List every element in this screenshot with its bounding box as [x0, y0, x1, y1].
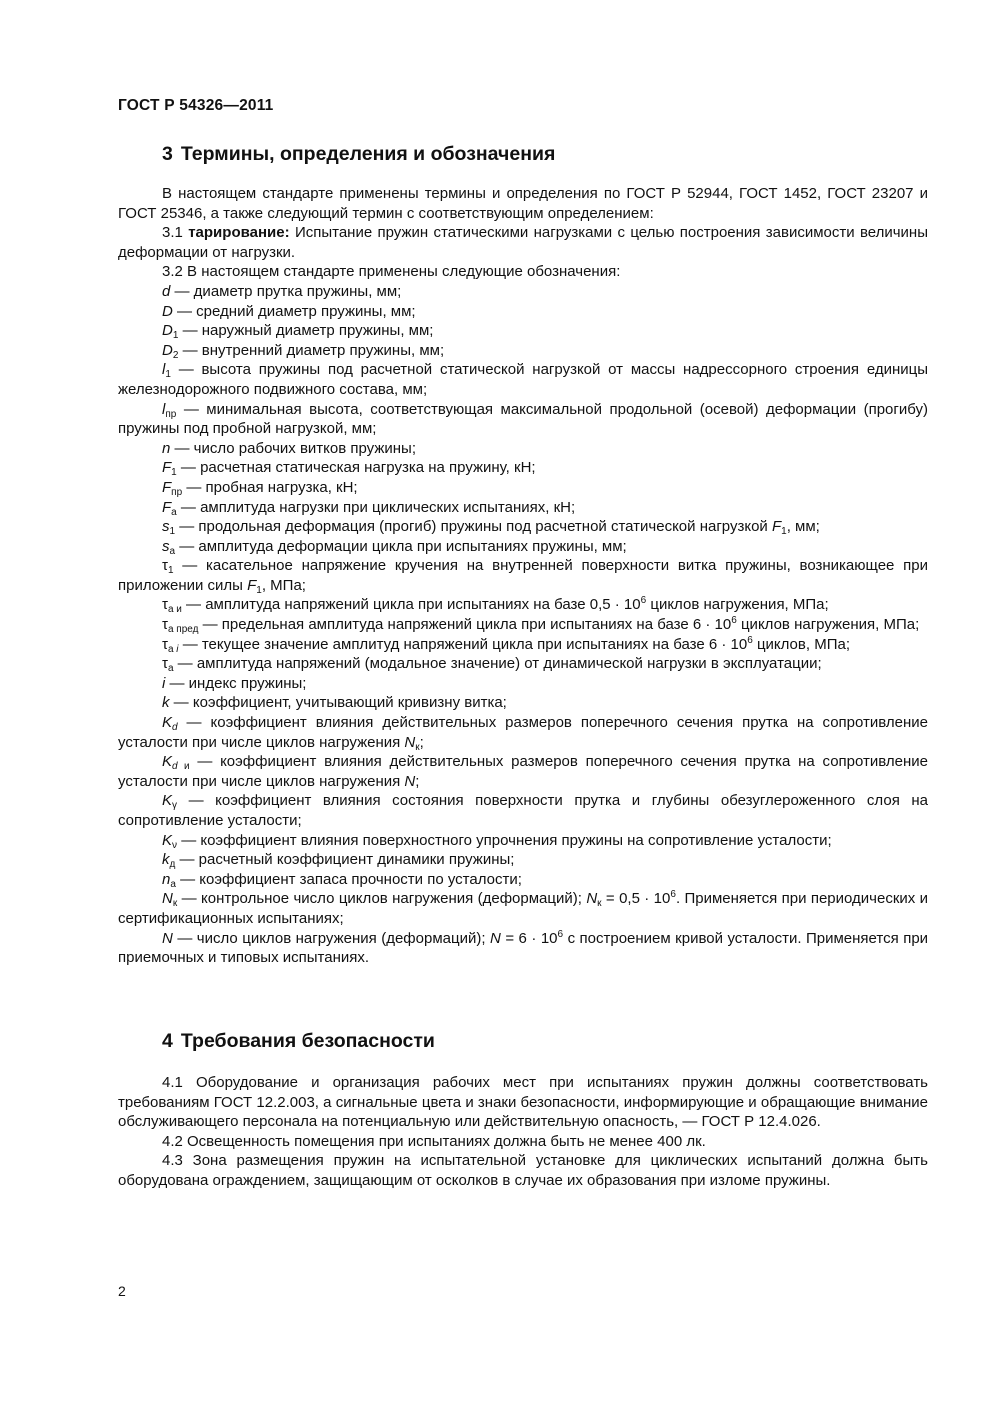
symbol-subscript: д	[169, 859, 176, 871]
symbol-entry	[118, 498, 928, 518]
exponent: 6	[557, 928, 564, 940]
symbol-entry	[118, 615, 928, 635]
symbol-definition: — амплитуда деформации цикла при испытаниях пружины, мм;	[179, 537, 627, 555]
formula: = 6 · 10	[505, 929, 558, 947]
symbol-definition: — минимальная высота, соответствующая максимальной продольной (осевой) деформации (прогибу) пружины под пробной нагрузкой, мм;	[118, 400, 928, 438]
symbol-entry	[118, 360, 928, 399]
symbol-entry	[118, 321, 928, 341]
symbol-definition: — контрольное число циклов нагружения (деформаций);	[181, 890, 582, 908]
symbol-subscript: d	[172, 722, 178, 734]
symbol-entry	[118, 458, 928, 478]
symbol-definition: — касательное напряжение кручения на внутренней поверхности витка пружины, возникающее при приложении силы	[118, 557, 928, 594]
symbol-subscript-2: и	[183, 761, 190, 773]
symbol: l	[162, 400, 166, 418]
symbol: N	[162, 890, 173, 908]
symbol-definition: — коэффициент влияния действительных размеров поперечного сечения прутка на сопротивление усталости при числе циклов нагружения	[118, 753, 928, 790]
symbol-subscript	[168, 644, 179, 655]
symbol-subscript: пр	[165, 408, 177, 420]
symbol-definition: — расчетная статическая нагрузка на пружину, кН;	[180, 459, 536, 477]
symbol-definition: — средний диаметр пружины, мм;	[177, 302, 416, 320]
symbol: K	[162, 831, 173, 849]
symbol: l	[162, 361, 166, 379]
symbol-entry	[118, 517, 928, 537]
symbol-subscript: 1	[172, 330, 179, 342]
symbol: N	[162, 929, 173, 947]
symbol-entry	[118, 654, 928, 674]
symbol-subscript: а	[169, 545, 176, 557]
inline-symbol: N	[489, 929, 501, 947]
exponent: 6	[640, 595, 647, 607]
symbol-subscript: к	[172, 898, 178, 910]
exponent: 6	[747, 634, 753, 646]
symbol-definition-tail: ;	[419, 733, 424, 751]
clause-4-2: 4.2 Освещенность помещения при испытаниях должна быть не менее 400 лк.	[162, 1132, 706, 1150]
symbol-subscript: а	[170, 878, 176, 890]
subscript-index: i	[176, 643, 179, 655]
symbol: D	[162, 341, 173, 359]
section-4-title: Требования безопасности	[180, 1030, 435, 1052]
symbol-definition: — наружный диаметр пружины, мм;	[182, 322, 434, 340]
symbol-entry	[118, 791, 928, 830]
inline-symbol: N	[404, 733, 416, 751]
symbol: s	[162, 537, 170, 555]
symbol-entry	[118, 929, 928, 968]
symbol-definition-tail: с построением кривой усталости. Применяется при приемочных и типовых испытаниях.	[118, 929, 929, 967]
symbol-definition: — индекс пружины;	[169, 674, 307, 692]
symbol-entry	[118, 870, 928, 890]
symbol: τ	[162, 616, 168, 634]
clause-4-3: 4.3 Зона размещения пружин на испытательной установке для циклических испытаний должна быть оборудована ограждением, защищающим от осколков в случае их образования при изломе пружины.	[118, 1152, 928, 1189]
symbol-subscript: d	[172, 761, 178, 773]
symbol-entry	[118, 889, 928, 928]
symbol-entry	[118, 850, 928, 870]
symbol-subscript: γ	[172, 800, 178, 812]
subscript-text: а	[167, 643, 174, 655]
inline-symbol-subscript: к	[415, 741, 420, 753]
symbol: d	[162, 282, 171, 300]
symbol-subscript: 1	[165, 369, 171, 381]
symbol: K	[162, 714, 173, 732]
symbol-entry	[118, 831, 928, 851]
inline-symbol: N	[404, 772, 416, 790]
symbol-entry	[118, 713, 928, 752]
symbol-subscript: 1	[171, 467, 177, 479]
symbol-entry	[118, 556, 928, 595]
symbol-entry	[118, 400, 928, 439]
symbol-definition: — коэффициент, учитывающий кривизну витка;	[173, 694, 507, 712]
inline-symbol: N	[586, 890, 598, 908]
inline-symbol-subscript: 1	[781, 526, 787, 538]
clause-3-1-number: 3.1	[162, 224, 183, 242]
clause-3-1-definition: Испытание пружин статическими нагрузками с целью построения зависимости величины деформации от нагрузки.	[118, 224, 928, 261]
inline-symbol-subscript: 1	[256, 584, 262, 596]
symbol-entry	[118, 537, 928, 557]
symbol: τ	[162, 635, 168, 653]
clause-3-1	[118, 223, 928, 262]
symbol: i	[162, 674, 166, 692]
document-header: ГОСТ Р 54326—2011	[118, 97, 274, 114]
symbol-entry	[118, 439, 928, 459]
symbol-subscript: 1	[169, 526, 176, 538]
section-3-body	[118, 184, 928, 968]
section-4-number: 4	[162, 1030, 173, 1052]
symbol-definition: — число циклов нагружения (деформаций);	[177, 929, 486, 947]
symbol: k	[162, 694, 170, 712]
symbol-definition: — амплитуда напряжений (модальное значение) от динамической нагрузки в эксплуатации;	[177, 655, 822, 673]
symbol-definition: — расчетный коэффициент динамики пружины;	[179, 851, 515, 869]
formula: = 0,5 · 10	[605, 890, 671, 908]
section-4-body	[118, 1073, 928, 1191]
inline-symbol: F	[771, 518, 782, 536]
symbol-definition: — число рабочих витков пружины;	[174, 439, 416, 457]
symbol-entry	[118, 302, 928, 322]
symbol-entry	[118, 478, 928, 498]
symbol-definition-tail: циклов нагружения, МПа;	[740, 616, 920, 634]
symbol-definition-tail: циклов, МПа;	[756, 635, 850, 653]
exponent: 6	[670, 889, 676, 901]
symbol-subscript: 1	[167, 565, 174, 577]
page-number: 2	[118, 1283, 126, 1299]
symbol-definition: — амплитуда нагрузки при циклических испытаниях, кН;	[180, 498, 576, 516]
symbol-definition: — текущее значение амплитуд напряжений цикла при испытаниях на базе 6 · 10	[182, 635, 748, 653]
symbol-definition-tail: , мм;	[786, 518, 820, 536]
inline-symbol: F	[247, 576, 257, 594]
symbol-entry	[118, 341, 928, 361]
symbol: k	[162, 851, 170, 869]
symbol: τ	[162, 596, 168, 614]
term-tarirovanie: тарирование:	[188, 224, 290, 242]
symbol: D	[162, 302, 173, 320]
exponent: 6	[731, 615, 737, 627]
symbol: F	[162, 459, 172, 477]
symbol: D	[162, 322, 173, 340]
symbol: F	[162, 478, 172, 496]
symbol-subscript: а	[171, 506, 177, 518]
symbol-definition: — предельная амплитуда напряжений цикла при испытаниях на базе 6 · 10	[202, 616, 732, 634]
symbol-definition: — коэффициент запаса прочности по усталости;	[180, 870, 522, 888]
symbol-definition-tail: , МПа;	[261, 576, 306, 594]
symbol-definition: — амплитуда напряжений цикла при испытаниях на базе 0,5 · 10	[186, 596, 641, 614]
symbol-definition: — коэффициент влияния поверхностного упрочнения пружины на сопротивление усталости;	[181, 831, 832, 849]
symbol-subscript: а	[167, 663, 174, 675]
symbol-entry	[118, 635, 928, 655]
symbol: F	[162, 498, 172, 516]
symbol-definition-tail: циклов нагружения, МПа;	[650, 596, 829, 614]
clause-3-2: 3.2 В настоящем стандарте применены следующие обозначения:	[162, 263, 621, 281]
clause-4-1: 4.1 Оборудование и организация рабочих мест при испытаниях пружин должны соответствовать требованиям ГОСТ 12.2.003, а сигнальные цвета и знаки безопасности, информирующие и обращающие внимание обслуживающего персонала на потенциальную или действительную опасность, — ГОСТ Р 12.4.026.	[118, 1074, 928, 1131]
symbol-entry	[118, 282, 928, 302]
inline-symbol-subscript: к	[597, 898, 602, 910]
symbol-definition: — коэффициент влияния состояния поверхности прутка и глубины обезуглероженного слоя на сопротивление усталости;	[118, 792, 928, 829]
symbol-definition: — коэффициент влияния действительных размеров поперечного сечения прутка на сопротивление усталости при числе циклов нагружения	[118, 714, 928, 751]
symbol-definition: — пробная нагрузка, кН;	[186, 478, 358, 496]
symbol-entry	[118, 693, 928, 713]
symbol-definition: — высота пружины под расчетной статической нагрузкой от массы надрессорного строения единицы железнодорожного подвижного состава, мм;	[118, 361, 928, 398]
symbol-definition-tail: ;	[415, 772, 420, 790]
section-4-heading	[162, 1030, 435, 1053]
symbol-subscript: а пред	[167, 624, 199, 636]
symbol-subscript: ν	[172, 839, 178, 851]
symbol: n	[162, 870, 171, 888]
section-3-number: 3	[162, 143, 173, 165]
section-3-heading	[162, 143, 555, 166]
symbol: K	[162, 753, 173, 771]
symbol: K	[162, 792, 173, 810]
symbol: n	[162, 439, 171, 457]
section-3-intro: В настоящем стандарте применены термины и определения по ГОСТ Р 52944, ГОСТ 1452, ГОСТ 23207 и ГОСТ 25346, а также следующий термин с соответствующим определением:	[118, 185, 928, 222]
symbol-definition-tail: . Применяется при периодических и сертификационных испытаниях;	[118, 890, 929, 927]
symbol-entry	[118, 595, 928, 615]
symbol-definition: — диаметр прутка пружины, мм;	[174, 282, 402, 300]
symbol: τ	[162, 655, 168, 673]
symbol-subscript: пр	[171, 486, 183, 498]
symbol: s	[162, 518, 170, 536]
symbol-definition: — внутренний диаметр пружины, мм;	[182, 341, 445, 359]
symbol-subscript: а и	[167, 604, 182, 616]
symbol-entry	[118, 752, 928, 791]
symbol-entry	[118, 674, 928, 694]
symbol-definition: — продольная деформация (прогиб) пружины под расчетной статической нагрузкой	[179, 518, 768, 536]
symbol: τ	[162, 557, 168, 575]
section-3-title: Термины, определения и обозначения	[180, 143, 556, 165]
symbol-subscript: 2	[172, 349, 179, 361]
